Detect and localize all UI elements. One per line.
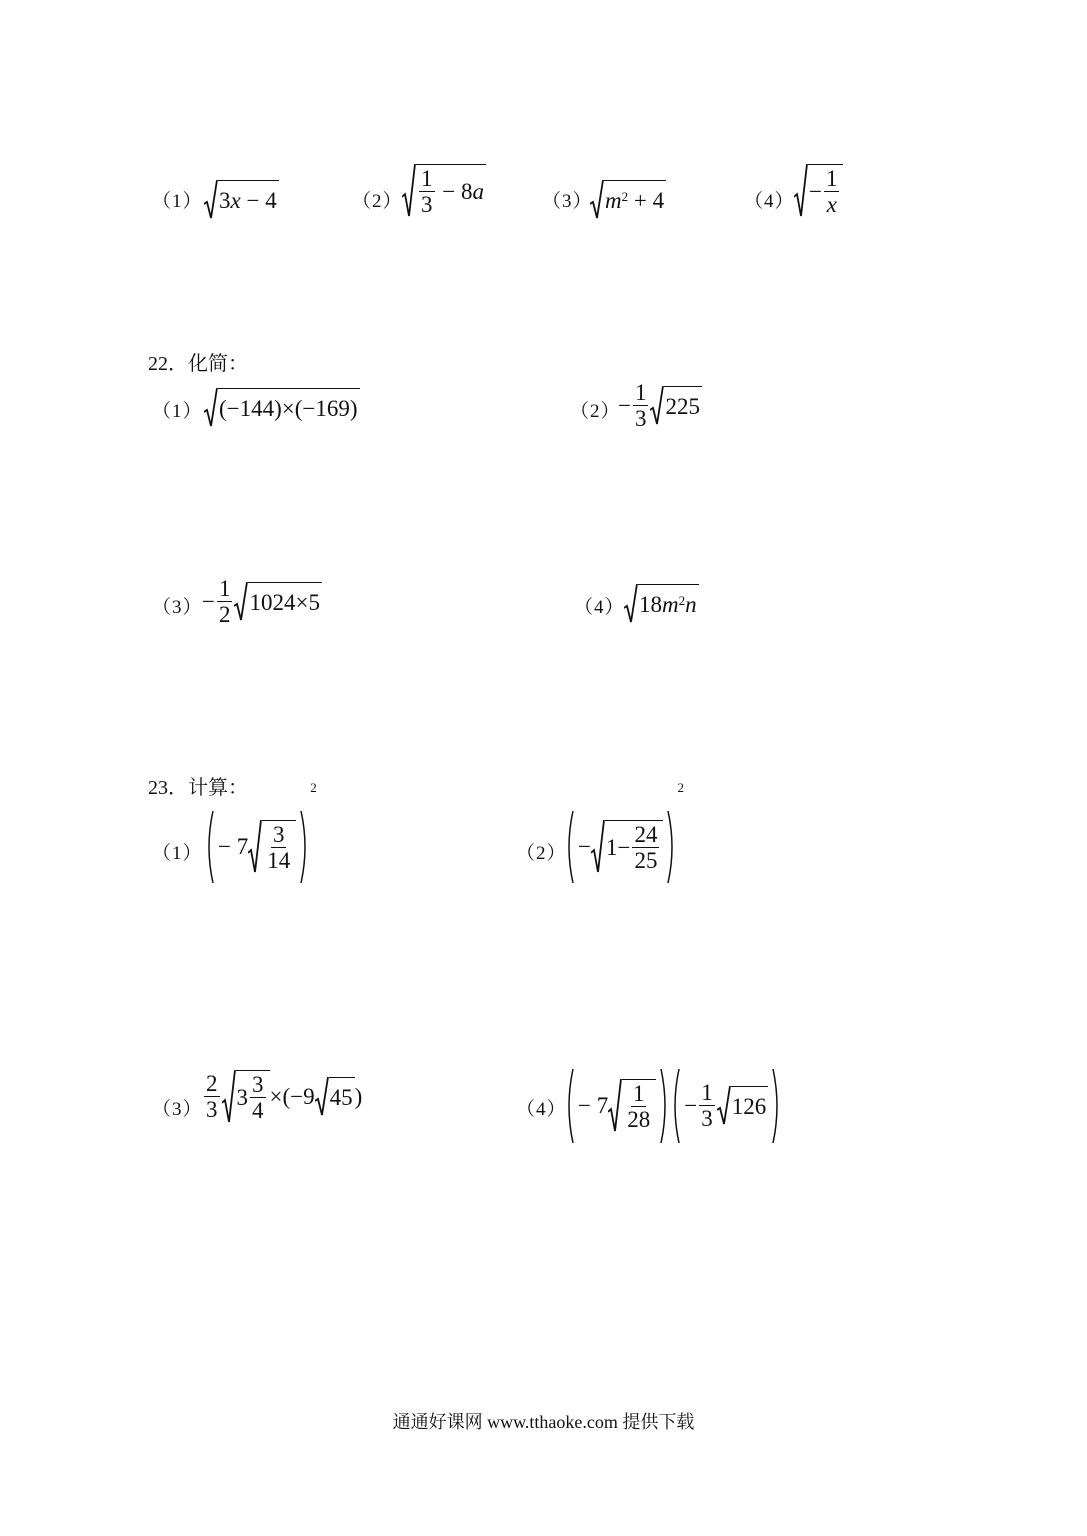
math-expression: 18 m 2 n bbox=[624, 584, 699, 624]
item-label: （3） bbox=[152, 1099, 203, 1120]
math-expression: − $\frac{1}{3}$ 225 bbox=[618, 380, 700, 432]
item-label: （1） bbox=[152, 401, 203, 422]
item-label: （2） bbox=[352, 191, 403, 212]
item-label: （3） bbox=[152, 597, 203, 618]
math-expression: − $\frac{1}{2}$ 1024×5 bbox=[202, 576, 320, 628]
item-label: （4） bbox=[574, 597, 625, 618]
section-title: 23．计算： bbox=[148, 777, 248, 799]
footer-text: 通通好课网 www.tthaoke.com 提供下载 bbox=[392, 1412, 695, 1432]
math-expression: − $\frac{1}{x}$ bbox=[794, 164, 843, 219]
math-expression: − 1− $\frac{24}{25}$ $^2$ bbox=[564, 810, 684, 884]
math-expression: − 7 $\frac{1}{28}$ − $\frac{1}{3}$ 126 bbox=[564, 1068, 782, 1144]
item-label: （3） bbox=[542, 191, 593, 212]
item-label: （4） bbox=[744, 191, 795, 212]
math-expression: m 2 + 4 bbox=[590, 180, 666, 220]
item-label: （1） bbox=[152, 843, 203, 864]
math-expression: $\frac{2}{3}$ 3 $\frac{3}{4}$ ×(−9 45 ) bbox=[206, 1071, 363, 1124]
math-expression: 3 x − 4 bbox=[204, 180, 279, 220]
item-label: （2） bbox=[516, 843, 567, 864]
section-title: 22．化简： bbox=[148, 353, 248, 375]
math-expression: (−144)×(−169) bbox=[204, 388, 360, 428]
item-label: （2） bbox=[570, 401, 621, 422]
item-label: （1） bbox=[152, 191, 203, 212]
math-expression: $\frac{1}{3}$ − 8 a bbox=[402, 164, 486, 219]
math-expression: − 7 $\frac{3}{14}$ $^2$ bbox=[204, 810, 317, 884]
item-label: （4） bbox=[516, 1099, 567, 1120]
